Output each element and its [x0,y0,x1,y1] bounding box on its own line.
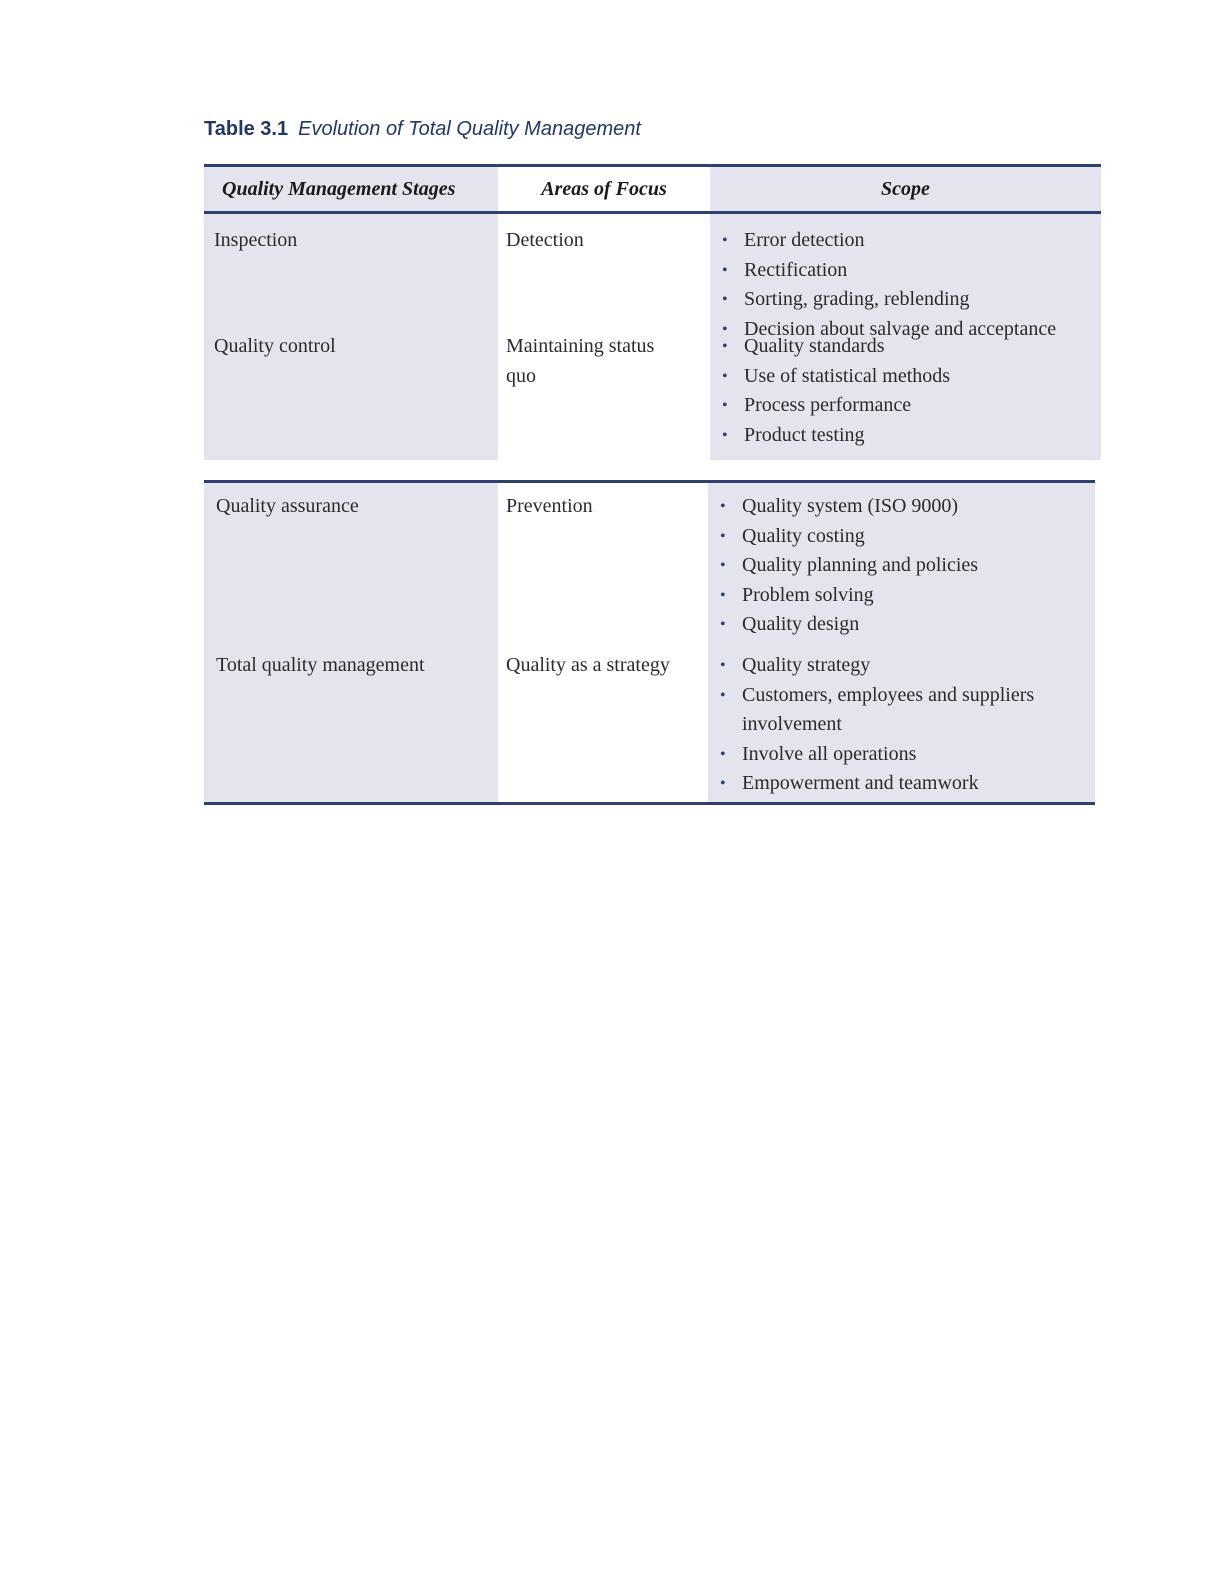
list-item: • Problem solving [720,583,874,606]
list-item: • Quality design [720,613,860,635]
list-item: • Quality standards [722,335,885,357]
list-item: • Empowerment and teamwork [720,772,979,794]
focus-cell: Prevention [506,495,593,517]
table-title: Evolution of Total Quality Management [298,118,641,140]
table-block-2 [204,480,1095,805]
list-item: • Quality strategy [720,654,871,676]
header-stages: Quality Management Stages [204,167,498,211]
scope-list [720,492,1095,640]
list-item: • Quality system (ISO 9000) [720,495,959,517]
list-item: • Use of statistical methods [722,364,951,387]
list-item: • Process performance [722,394,912,416]
scope-list [720,651,1095,799]
scope-list [722,332,1101,450]
list-item: • Error detection [722,229,865,251]
scope-list [722,226,1101,344]
list-item: • Sorting, grading, reblending [722,288,970,310]
table-row [204,214,1101,340]
header-focus: Areas of Focus [498,167,710,211]
stage-cell: Total quality management [216,654,425,676]
table-caption [204,118,641,141]
table-header [204,167,1101,211]
list-item: • Product testing [722,423,865,446]
list-item: • Quality planning and policies [720,554,979,576]
table-row [204,639,1095,802]
table-row [204,332,1101,460]
list-item: • Rectification [722,258,848,281]
stage-cell: Quality assurance [216,495,359,517]
list-item: • Customers, employees and suppliers involvement [720,683,1035,735]
focus-cell: Detection [506,229,584,251]
bottom-rule [204,802,1095,805]
focus-cell: Quality as a strategy [506,654,670,676]
table-number: Table 3.1 [204,118,289,140]
list-item: • Decision about salvage and acceptance [722,317,1057,340]
table-block-1 [204,164,1101,460]
header-scope: Scope [710,167,1101,211]
focus-cell: Maintaining status quo [506,335,655,387]
table-row [204,483,1095,639]
stage-cell: Quality control [214,335,336,357]
list-item: • Quality costing [720,524,865,547]
stage-cell: Inspection [214,229,298,251]
list-item: • Involve all operations [720,742,917,765]
